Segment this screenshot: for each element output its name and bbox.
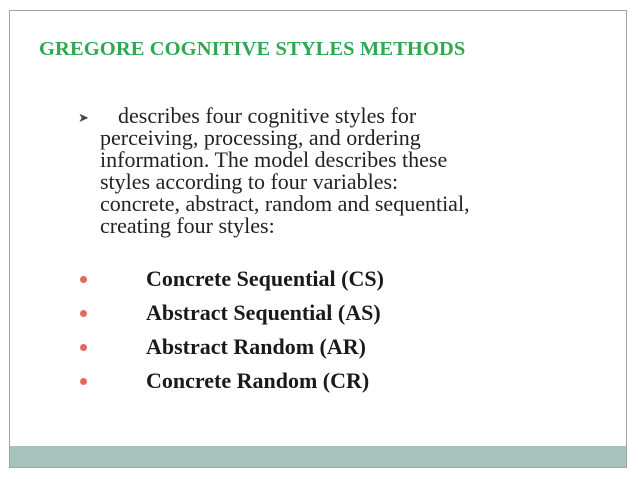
style-label: Concrete Random (CR) — [146, 368, 370, 393]
circle-bullet-icon — [80, 276, 87, 283]
intro-line: concrete, abstract, random and sequential, — [100, 191, 470, 216]
arrow-bullet-icon: ➤ — [78, 110, 89, 125]
circle-bullet-icon — [80, 344, 87, 351]
circle-bullet-icon — [80, 310, 87, 317]
footer-band — [10, 446, 626, 467]
slide-frame — [9, 10, 627, 468]
intro-line: styles according to four variables: — [100, 169, 399, 194]
style-label: Abstract Sequential (AS) — [146, 300, 381, 325]
intro-line: perceiving, processing, and ordering — [100, 125, 421, 150]
intro-lines — [100, 105, 578, 237]
intro-line: describes four cognitive styles for — [118, 103, 417, 128]
style-label: Abstract Random (AR) — [146, 334, 366, 359]
intro-paragraph — [78, 105, 578, 237]
circle-bullet-icon — [80, 378, 87, 385]
intro-line: information. The model describes these — [100, 147, 448, 172]
intro-line: creating four styles: — [100, 213, 275, 238]
slide-title: GREGORE COGNITIVE STYLES METHODS — [39, 38, 466, 60]
style-label: Concrete Sequential (CS) — [146, 266, 384, 291]
